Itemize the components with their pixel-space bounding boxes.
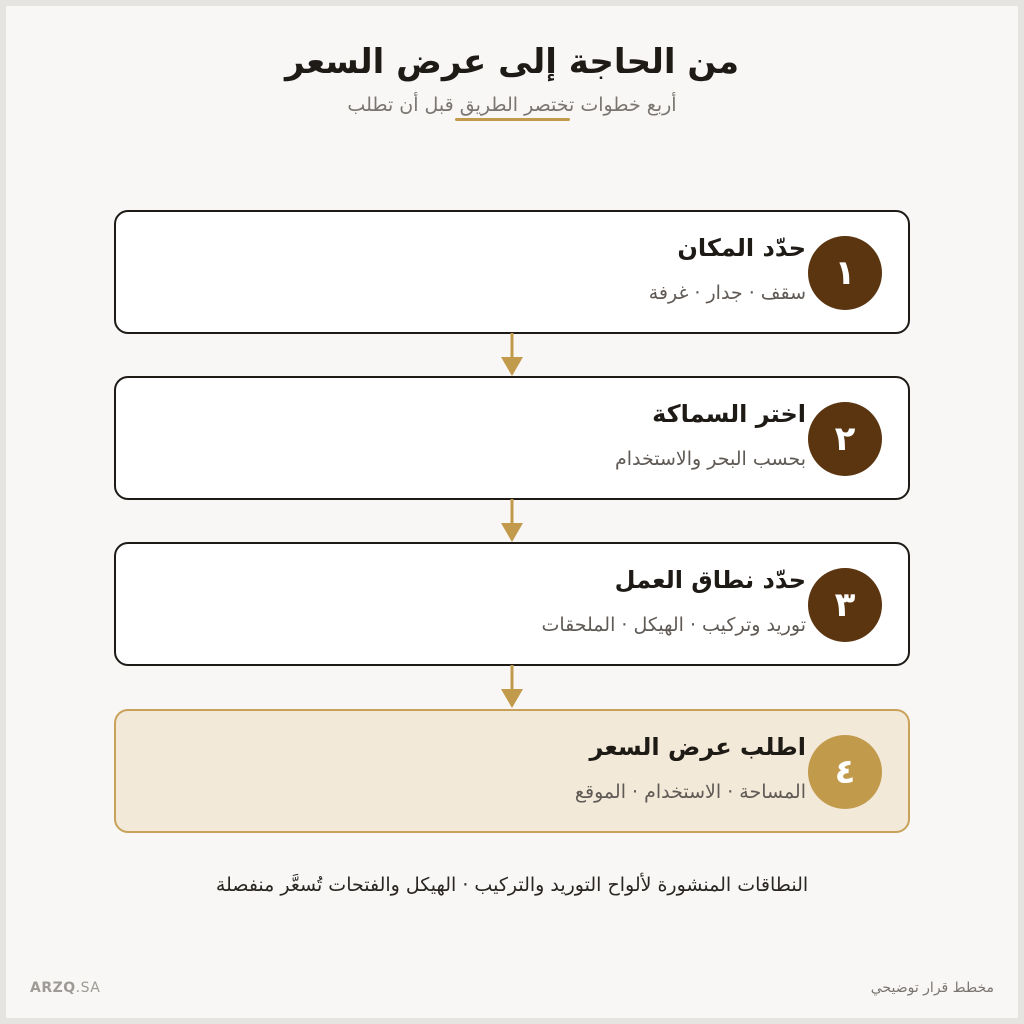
footer-caption: مخطط قرار توضيحي [870, 980, 994, 996]
subtitle-underline [455, 118, 570, 121]
down-arrow-icon [500, 665, 524, 709]
step-number-badge: ١ [808, 236, 882, 310]
step-description: بحسب البحر والاستخدام [614, 448, 806, 470]
step-title: اطلب عرض السعر [589, 733, 806, 761]
footnote: النطاقات المنشورة لألواح التوريد والتركيب · الهيكل والفتحات تُسعَّر منفصلة [215, 874, 809, 896]
page-title: من الحاجة إلى عرض السعر [284, 42, 740, 82]
step-card-1 [114, 210, 910, 334]
step-title: حدّد نطاق العمل [614, 566, 806, 594]
step-description: توريد وتركيب · الهيكل · الملحقات [541, 614, 806, 636]
step-title: حدّد المكان [677, 234, 806, 262]
brand-tld: .SA [75, 980, 101, 996]
page-subtitle: أربع خطوات تختصر الطريق قبل أن تطلب [347, 94, 677, 116]
step-card-3 [114, 542, 910, 666]
down-arrow-icon [500, 333, 524, 377]
step-description: المساحة · الاستخدام · الموقع [574, 781, 806, 803]
step-description: سقف · جدار · غرفة [648, 282, 806, 304]
down-arrow-icon [500, 499, 524, 543]
brand-logo [30, 980, 100, 996]
step-number-badge: ٣ [808, 568, 882, 642]
brand-name: ARZQ [30, 980, 76, 996]
step-card-2 [114, 376, 910, 500]
step-title: اختر السماكة [652, 400, 806, 428]
step-number-badge: ٢ [808, 402, 882, 476]
step-number-badge: ٤ [808, 735, 882, 809]
step-card-4 [114, 709, 910, 833]
